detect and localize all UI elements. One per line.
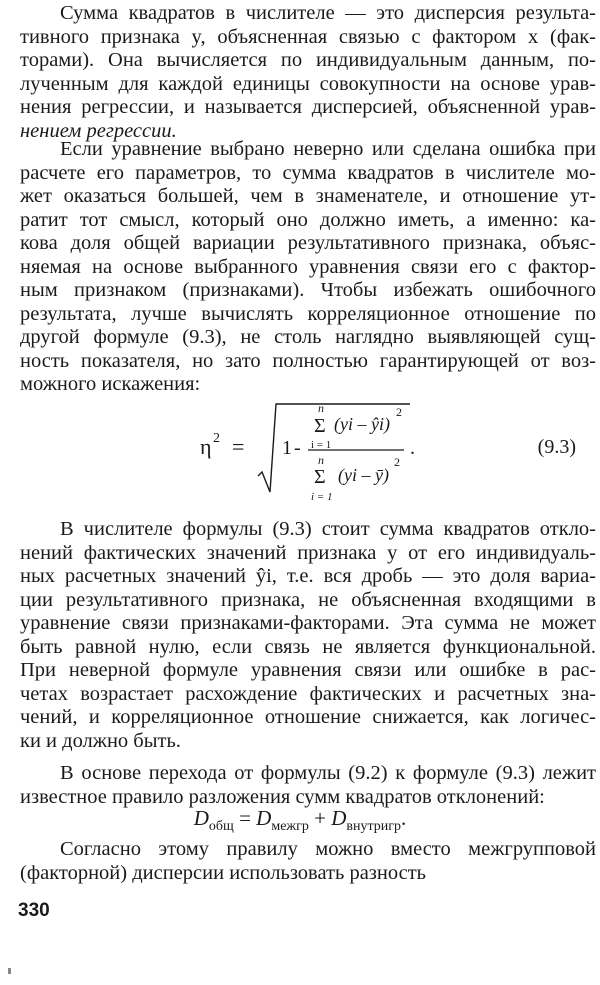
formula-d-total: D (193, 806, 209, 830)
den-sigma: Σ (314, 466, 326, 488)
paragraph-5 (20, 838, 596, 885)
num-sigma: Σ (314, 415, 326, 437)
paragraph-2 (20, 138, 596, 397)
formula-variance-decomposition (0, 806, 600, 835)
text-line: няемая на основе выбранного уравнения связи его с фактор- (20, 255, 596, 278)
den-sum-upper: n (318, 453, 324, 467)
text-line: чений, и корреляционное отношение снижается, как логичес- (20, 706, 596, 728)
text-line: нений фактических значений признака y от его индивидуаль- (20, 541, 596, 564)
text-line: другой формуле (9.3), не столь наглядно выявляющей сущ- (20, 326, 596, 348)
text-line: Согласно этому правилу можно вместо межгрупповой (60, 838, 596, 860)
text-line: лученным для каждой единицы совокупности на основе урав- (20, 72, 596, 95)
formula-d-total-sub: общ (208, 819, 234, 835)
equation-number: (9.3) (537, 436, 576, 458)
den-square: 2 (394, 455, 400, 469)
formula-period: . (410, 437, 415, 459)
text-line: В числителе формулы (9.3) стоит сумма квадратов откло- (60, 518, 596, 540)
formula-d-between: D (256, 806, 272, 830)
text-line: ным признаком (признаками). Чтобы избежать ошибочного (20, 279, 596, 301)
formula-9-3 (0, 392, 600, 510)
num-sum-lower: i = 1 (311, 439, 332, 451)
text-line: ции результативного признака, не объясненная входящими в (20, 588, 596, 611)
text-line: нения регрессии, и называется дисперсией, объясненной урав- (20, 96, 596, 118)
text-line: уравнение связи признаками-факторами. Эта сумма не может (20, 612, 596, 634)
formula-d-within: D (331, 806, 347, 830)
text-line: тивного признака y, объясненная связью с фактором x (фак- (20, 25, 596, 48)
formula-graphic (0, 392, 600, 510)
formula-end: . (401, 806, 407, 830)
text-line: расчете его параметров, то сумма квадратов в числителе мо- (20, 161, 596, 184)
text-line: ных расчетных значений ŷi, т.е. вся дробь — это доля вариа- (20, 565, 596, 587)
formula-one: 1 (282, 437, 292, 459)
text-line: четах возрастает расхождение фактических и расчетных зна- (20, 682, 596, 705)
text-line: можного искажения: (20, 373, 201, 395)
scan-speck (8, 968, 11, 974)
den-sum-lower: i = 1 (311, 491, 333, 503)
paragraph-1 (20, 2, 596, 143)
text-line: кова доля общей вариации результативного признака, объяс- (20, 232, 596, 254)
paragraph-3 (20, 518, 596, 753)
formula-d-within-sub: внутригр (346, 819, 401, 835)
text-line: ность показателя, но зато полностью гарантирующей от воз- (20, 349, 596, 372)
page-number: 330 (18, 900, 50, 921)
text-line: Сумма квадратов в числителе — это дисперсия результа- (60, 2, 596, 24)
text-line: торами). Она вычисляется по индивидуальным данным, по- (20, 49, 596, 71)
formula-plus: + (314, 806, 326, 830)
text-line: жет оказаться большей, чем в знаменателе, и отношение ут- (20, 185, 596, 207)
paragraph-4 (20, 762, 596, 809)
formula-lhs: η (200, 434, 212, 459)
den-term: (yi – ȳ) (338, 465, 389, 485)
text-line: ратит тот смысл, который оно должно иметь, а именно: ка- (20, 208, 596, 231)
formula-d-between-sub: межгр (271, 819, 309, 835)
text-line: В основе перехода от формулы (9.2) к формуле (9.3) лежит (60, 762, 596, 784)
text-line: ки и должно быть. (20, 729, 181, 752)
text-line: быть равной нулю, если связь не является функциональной. (20, 635, 596, 658)
text-line: нением регрессии. (20, 119, 177, 142)
num-term: (yi – ŷi) (334, 414, 390, 434)
text-line: При неверной формуле уравнения связи или ошибке в рас- (20, 659, 596, 681)
text-line: результата, лучше вычислять корреляционное отношение по (20, 302, 596, 325)
formula-minus: - (294, 437, 301, 459)
text-line: (факторной) дисперсии использовать разность (20, 861, 427, 884)
num-sum-upper: n (318, 401, 324, 415)
formula-equals: = (232, 434, 245, 459)
num-square: 2 (396, 405, 402, 419)
text-line: Если уравнение выбрано неверно или сделана ошибка при (60, 138, 596, 160)
formula-lhs-power: 2 (213, 431, 220, 446)
text-line: известное правило разложения сумм квадратов отклонений: (20, 785, 545, 808)
formula-equals: = (239, 806, 251, 830)
